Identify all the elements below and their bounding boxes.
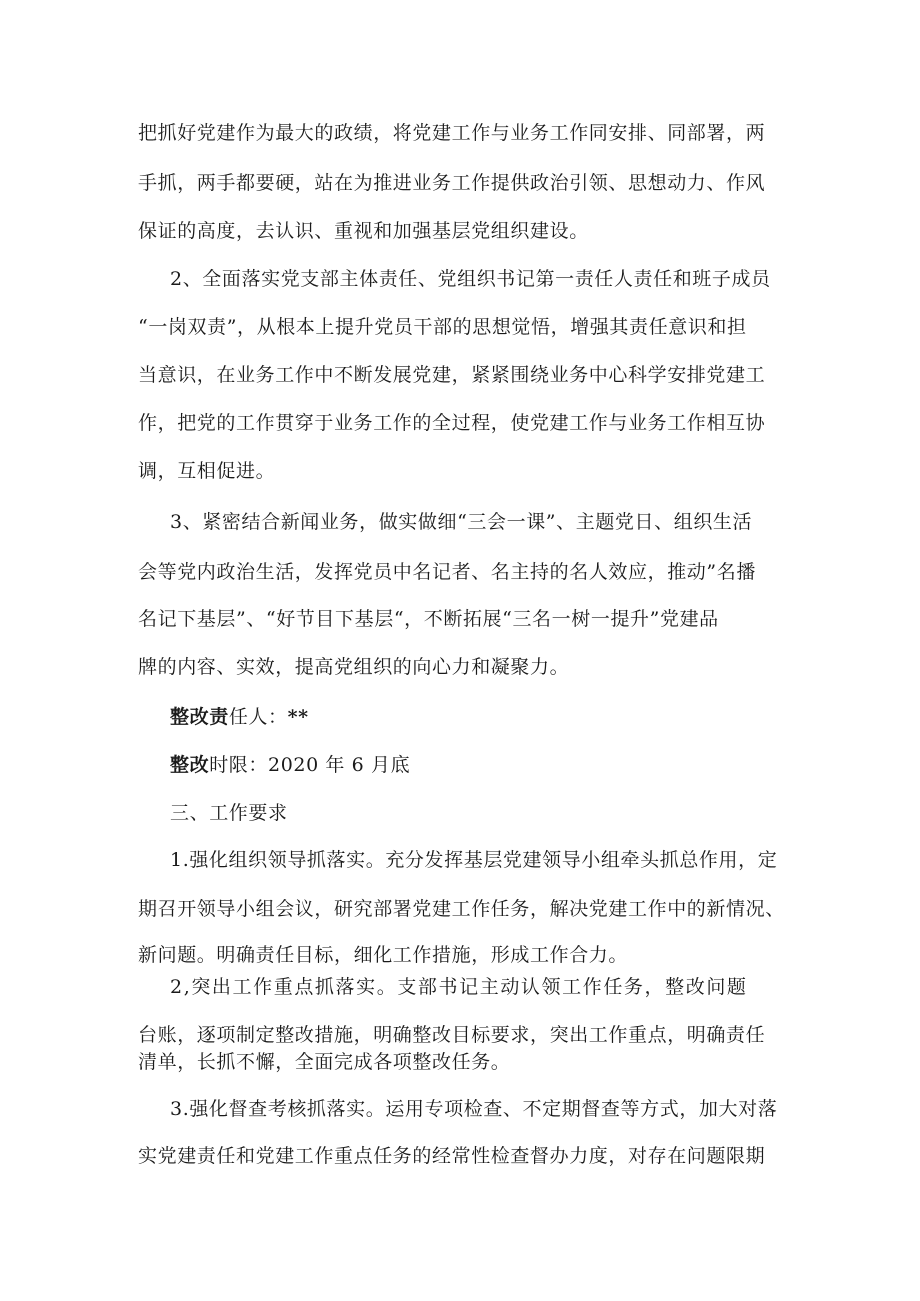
paragraph-line: 台账，逐项制定整改措施，明确整改目标要求，突出工作重点，明确责任 <box>138 1024 766 1046</box>
deadline-line <box>170 752 410 778</box>
paragraph-line: 2,突出工作重点抓落实。支部书记主动认领工作任务，整改问题 <box>170 976 748 998</box>
paragraph-line: 3.强化督查考核抓落实。运用专项检查、不定期督查等方式，加大对落 <box>170 1098 778 1120</box>
deadline-label-bold: 整改 <box>170 754 210 776</box>
paragraph-line: 期召开领导小组会议，研究部署党建工作任务，解决党建工作中的新情况、 <box>138 898 785 920</box>
paragraph-line: 名记下基层”、“好节目下基层“，不断拓展“三名一树一提升”党建品 <box>138 608 719 630</box>
paragraph-line: 保证的高度，去认识、重视和加强基层党组织建设。 <box>138 220 589 242</box>
paragraph-line: 新问题。明确责任目标，细化工作措施，形成工作合力。 <box>138 944 629 966</box>
paragraph-line: 清单，长抓不懈，全面完成各项整改任务。 <box>138 1051 511 1073</box>
responsible-value: ** <box>287 706 309 728</box>
deadline-label: 时限： <box>209 754 269 776</box>
paragraph-line: “一岗双责”，从根本上提升党员干部的思想觉悟，增强其责任意识和担 <box>138 316 747 338</box>
paragraph-line: 调，互相促进。 <box>138 460 276 482</box>
paragraph-line: 牌的内容、实效，提高党组织的向心力和凝聚力。 <box>138 656 570 678</box>
paragraph-line: 会等党内政治生活，发挥党员中名记者、名主持的名人效应，推动”名播 <box>138 561 756 583</box>
section-heading: 三、工作要求 <box>170 802 288 824</box>
paragraph-line: 作，把党的工作贯穿于业务工作的全过程，使党建工作与业务工作相互协 <box>138 412 766 434</box>
responsible-person-line <box>170 704 309 730</box>
paragraph-line: 3、紧密结合新闻业务，做实做细“三会一课”、主题党日、组织生活 <box>170 511 753 533</box>
paragraph-line: 1.强化组织领导抓落实。充分发挥基层党建领导小组牵头抓总作用，定 <box>170 849 778 871</box>
responsible-label: 任人： <box>228 706 288 728</box>
responsible-label-bold: 整改责 <box>170 706 229 728</box>
paragraph-line: 2、全面落实党支部主体责任、党组织书记第一责任人责任和班子成员 <box>170 268 771 290</box>
paragraph-line: 手抓，两手都要硬，站在为推进业务工作提供政治引领、思想动力、作风 <box>138 172 766 194</box>
deadline-value: 2020 年 6 月底 <box>268 754 411 776</box>
paragraph-line: 把抓好党建作为最大的政绩，将党建工作与业务工作同安排、同部署，两 <box>138 122 766 144</box>
paragraph-line: 当意识，在业务工作中不断发展党建，紧紧围绕业务中心科学安排党建工 <box>138 364 766 386</box>
paragraph-line: 实党建责任和党建工作重点任务的经常性检查督办力度，对存在问题限期 <box>138 1145 766 1167</box>
